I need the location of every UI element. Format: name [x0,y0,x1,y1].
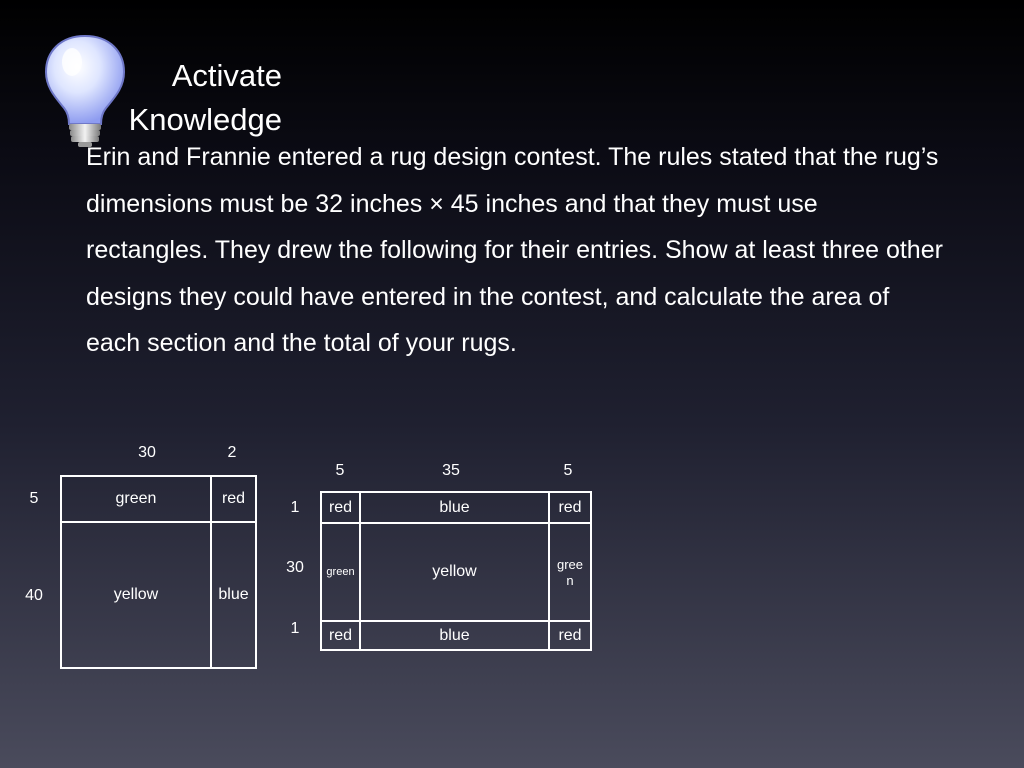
rug2-section: blue [359,491,550,524]
rug1-section: blue [210,521,257,669]
rug1-row-label: 40 [25,587,43,604]
rug2-section: red [320,491,361,524]
rug1-section: green [60,475,212,523]
rug2-section: red [548,620,592,651]
rug1-section: yellow [60,521,212,669]
rug2-col-label: 35 [442,462,460,479]
rug2-section: red [548,491,592,524]
rug1-col-label: 30 [138,444,156,461]
rug2-col-label: 5 [563,462,573,479]
rug2-section: red [320,620,361,651]
slide-title: Activate Knowledge [128,58,282,137]
rug2-section: green [320,522,361,622]
rug1-section: red [210,475,257,523]
rug1-col-label: 2 [227,444,237,461]
rug2-row-label: 1 [290,499,300,516]
slide-body-text: Erin and Frannie entered a rug design contest. The rules stated that the rug’s dimensions must be 32 inches × 45 inches and that they must use rectangles. They drew the following for their entries. Show at least three other designs they could have entered in the contest, and calculate the area of each section and the total of your rugs. [86,143,943,358]
rug2-section: blue [359,620,550,651]
rug2-row-label: 1 [290,620,300,637]
rug2-col-label: 5 [335,462,345,479]
rug1-row-label: 5 [29,490,39,507]
rug2-section: green [548,522,592,622]
rug2-section: yellow [359,522,550,622]
rug2-row-label: 30 [286,559,304,576]
